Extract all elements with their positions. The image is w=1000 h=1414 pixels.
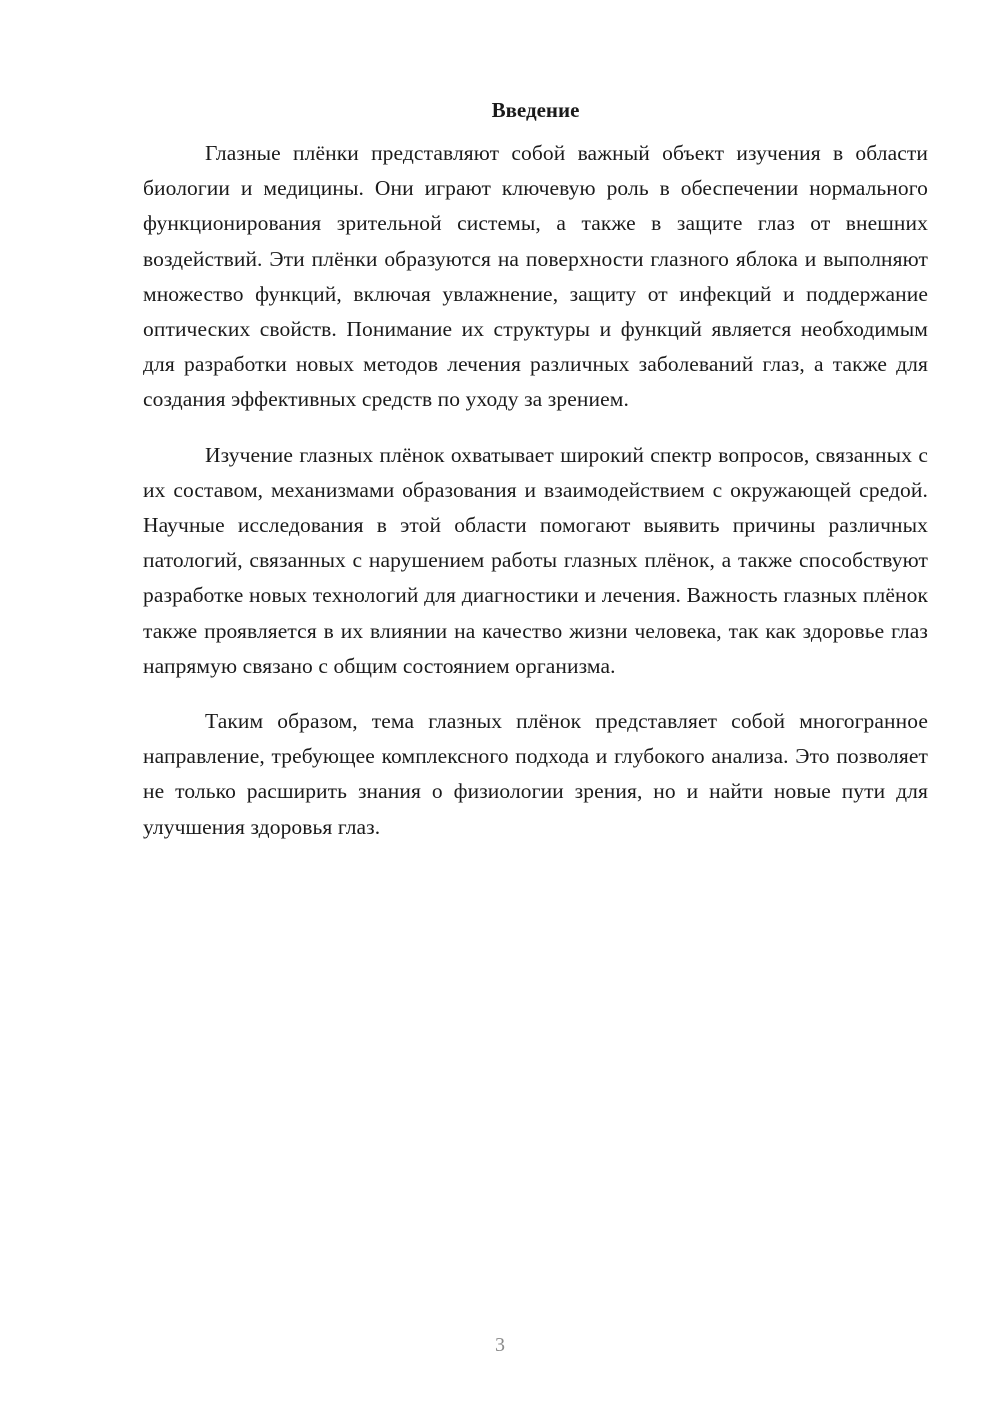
paragraph-3: Таким образом, тема глазных плёнок представляет собой многогранное направление, требующее комплексного подхода и глубокого анализа. Это позволяет не только расширить знания о физиологии зрения, но и найти новые пути для улучшения здоровья глаз. (143, 709, 928, 839)
section-title: Введение (491, 98, 580, 122)
page-content (143, 94, 928, 865)
page-number: 3 (495, 1334, 505, 1356)
paragraph-2: Изучение глазных плёнок охватывает широкий спектр вопросов, связанных с их составом, механизмами образования и взаимодействием с окружающей средой. Научные исследования в этой области помогают выявить причины различных патологий, связанных с нарушением работы глазных плёнок, а также способствуют разработке новых технологий для диагностики и лечения. Важность глазных плёнок также проявляется в их влиянии на качество жизни человека, так как здоровье глаз напрямую связано с общим состоянием организма. (143, 442, 928, 678)
paragraph-1: Глазные плёнки представляют собой важный объект изучения в области биологии и медицины. Они играют ключевую роль в обеспечении нормального функционирования зрительной системы, а также в защите глаз от внешних воздействий. Эти плёнки образуются на поверхности глазного яблока и выполняют множество функций, включая увлажнение, защиту от инфекций и поддержание оптических свойств. Понимание их структуры и функций является необходимым для разработки новых методов лечения различных заболеваний глаз, а также для создания эффективных средств по уходу за зрением. (143, 141, 928, 412)
